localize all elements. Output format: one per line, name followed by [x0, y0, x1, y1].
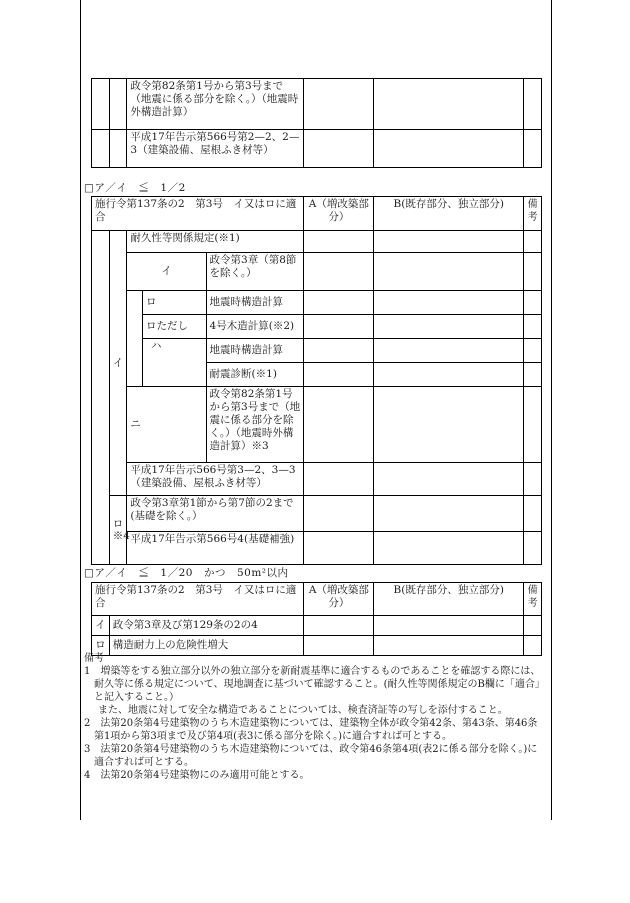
s1-sub-ro-note[interactable]	[524, 291, 542, 315]
s1-sub-ro-a[interactable]	[304, 291, 374, 315]
s2-row-ro-text: 構造耐力上の危険性増大	[109, 636, 304, 656]
s1-ro2-note[interactable]	[524, 532, 542, 565]
s1-sub-ro-b[interactable]	[374, 291, 524, 315]
s1-sub-ni-b[interactable]	[374, 387, 524, 463]
s1-sub-ha: ハ	[143, 339, 207, 387]
top-row1-a[interactable]	[304, 79, 374, 130]
s1-sub-rotadashi: ロただし	[143, 315, 207, 339]
s1-sub-ni-note[interactable]	[524, 387, 542, 463]
note-1: 1 増築等をする独立部分以外の独立部分を新耐震基準に適合するものであることを確認する際には、耐久等に係る規定について、現地調査に基づいて確認すること。(耐久性等関係規定のB欄に「適合」と記入すること。）	[84, 666, 545, 703]
s1-sub-ha2-note[interactable]	[524, 363, 542, 387]
s1-kokuji-note[interactable]	[524, 463, 542, 496]
top-table	[91, 78, 542, 168]
s1-taikyu: 耐久性等関係規定(※1)	[127, 231, 304, 253]
s2-header-b: B(既存部分、独立部分)	[374, 583, 524, 616]
s1-sub-ha2-b[interactable]	[374, 363, 524, 387]
s1-ro1-a[interactable]	[304, 496, 374, 532]
s2-header-note: 備考	[524, 583, 542, 616]
s1-sub-ni: ニ	[127, 387, 206, 463]
s1-sub-ha1-a[interactable]	[304, 339, 374, 363]
s1-taikyu-note[interactable]	[524, 231, 542, 253]
s2-row-i-note[interactable]	[524, 616, 542, 636]
s2-row-i-a[interactable]	[304, 616, 374, 636]
note-1b: また、地震に対して安全な構造であることについては、検査済証等の写しを添付すること。	[98, 705, 508, 716]
s1-sub-ni-a[interactable]	[304, 387, 374, 463]
s1-sub-rotadashi-a[interactable]	[304, 315, 374, 339]
s2-header-left: 施行令第137条の2 第3号 イ又はロに適合	[92, 583, 304, 616]
notes-heading: 備考	[84, 653, 104, 664]
s2-row-i-text: 政令第3章及び第129条の2の4	[109, 616, 304, 636]
s1-sub-ha-text2: 耐震診断(※1)	[206, 363, 304, 387]
s1-sub-ro: ロ	[143, 291, 207, 315]
s1-sub-i-a[interactable]	[304, 253, 374, 291]
top-row1-b[interactable]	[374, 79, 524, 130]
s1-sub-ro-text: 地震時構造計算	[206, 291, 304, 315]
s1-sub-i-text: 政令第3章（第8節を除く。）	[206, 253, 304, 291]
section1-table	[91, 196, 542, 565]
s1-kokuji-b[interactable]	[374, 463, 524, 496]
s1-sub-ha2-a[interactable]	[304, 363, 374, 387]
s1-ro2-a[interactable]	[304, 532, 374, 565]
s1-ro2-b[interactable]	[374, 532, 524, 565]
s1-header-left: 施行令第137条の2 第3号 イ又はロに適合	[92, 197, 304, 231]
s1-sub-rotadashi-note[interactable]	[524, 315, 542, 339]
top-row1-text: 政令第82条第1号から第3号まで（地震に係る部分を除く。）（地震時外構造計算）	[127, 79, 304, 130]
s1-header-a: A（増改築部分）	[304, 197, 374, 231]
s1-taikyu-b[interactable]	[374, 231, 524, 253]
top-row2-note[interactable]	[524, 130, 542, 168]
section2-title: □ア／イ ≦ 1／20 かつ 50m²以内	[84, 567, 289, 579]
s2-row-ro-label: ロ	[92, 636, 110, 656]
s1-sub-ha-text1: 地震時構造計算	[206, 339, 304, 363]
s2-row-i-label: イ	[92, 616, 110, 636]
notes	[84, 652, 546, 782]
s1-ro1-b[interactable]	[374, 496, 524, 532]
s1-group-ro: ロ※4	[109, 496, 127, 565]
s1-ro-text1: 政令第3章第1節から第7節の2まで(基礎を除く。）	[127, 496, 304, 532]
top-row2-b[interactable]	[374, 130, 524, 168]
note-4: 4 法第20条第4号建築物にのみ適用可能とする。	[84, 770, 310, 781]
s1-group-i: イ	[109, 231, 127, 496]
top-row2-a[interactable]	[304, 130, 374, 168]
note-2: 2 法第20条第4号建築物のうち木造建築物については、建築物全体が政令第42条、第43条、第46条第1項から第3項まで及び第4項(表3に係る部分を除く。)に適合すれば可とする。	[84, 718, 538, 742]
s1-sub-ha1-b[interactable]	[374, 339, 524, 363]
section2-table	[91, 582, 542, 656]
s1-sub-ha1-note[interactable]	[524, 339, 542, 363]
s1-sub-i-b[interactable]	[374, 253, 524, 291]
s2-row-i-b[interactable]	[374, 616, 524, 636]
top-row2-text: 平成17年告示第566号第2—2、2—3（建築設備、屋根ふき材等）	[127, 130, 304, 168]
s1-sub-i-note[interactable]	[524, 253, 542, 291]
s1-sub-rotadashi-b[interactable]	[374, 315, 524, 339]
s1-header-note: 備考	[524, 197, 542, 231]
s1-ro-text2: 平成17年告示第566号4(基礎補強)	[127, 532, 304, 565]
s1-taikyu-a[interactable]	[304, 231, 374, 253]
top-row1-note[interactable]	[524, 79, 542, 130]
section1-title: □ア／イ ≦ 1／2	[84, 182, 186, 194]
s2-header-a: A（増改築部分）	[304, 583, 374, 616]
s1-ro1-note[interactable]	[524, 496, 542, 532]
s1-sub-rotadashi-text: 4号木造計算(※2)	[206, 315, 304, 339]
s1-sub-ni-text: 政令第82条第1号から第3号まで（地震に係る部分を除く。）（地震時外構造計算）※3	[206, 387, 304, 463]
s1-header-b: B(既存部分、独立部分)	[374, 197, 524, 231]
note-3: 3 法第20条第4号建築物のうち木造建築物については、政令第46条第4項(表2に係る部分を除く。)に適合すれば可とする。	[84, 744, 538, 768]
s1-kokuji: 平成17年告示566号第3—2、3—3（建築設備、屋根ふき材等）	[127, 463, 304, 496]
s1-kokuji-a[interactable]	[304, 463, 374, 496]
s1-sub-i: イ	[127, 253, 206, 291]
